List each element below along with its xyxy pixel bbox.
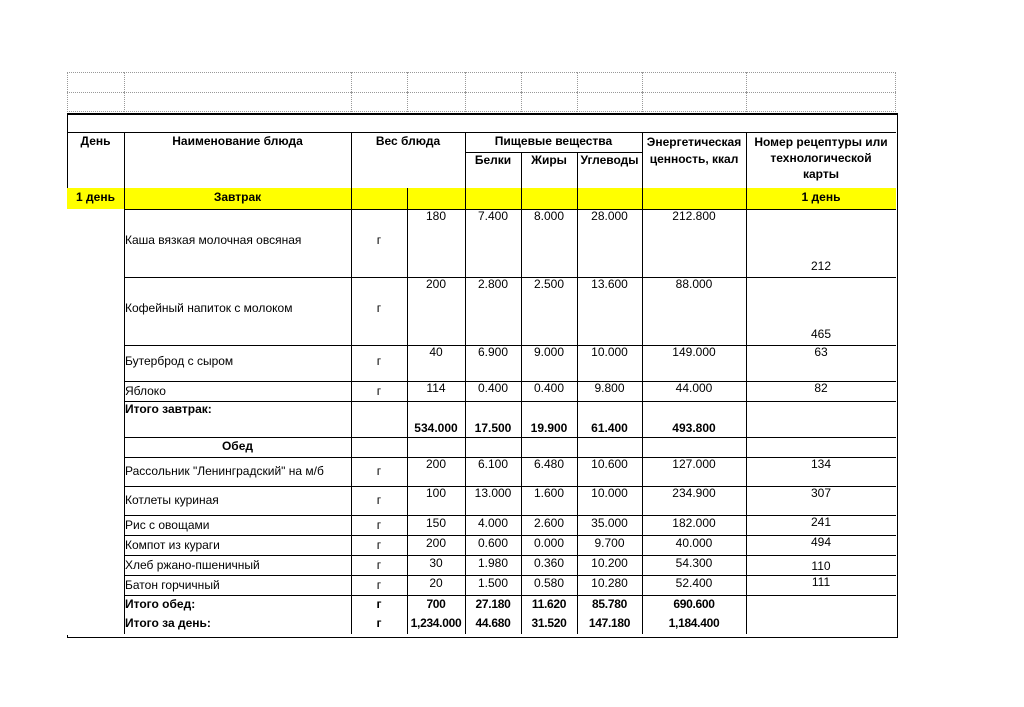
header-day: День (80, 134, 111, 148)
col-line (746, 595, 747, 615)
energy-total: 1,184.400 (668, 616, 720, 630)
weight-cell: 200 (425, 457, 447, 471)
fat-cell: 0.580 (533, 576, 565, 590)
carbs-total: 147.180 (588, 616, 631, 630)
unit-cell: г (376, 597, 382, 611)
table-row (67, 345, 896, 382)
energy-cell: 54.300 (675, 556, 713, 570)
dish-name: Рис с овощами (125, 518, 210, 532)
unit-cell: г (376, 538, 382, 552)
header-carbs: Углеводы (580, 153, 639, 167)
total-label: Итого завтрак: (125, 402, 212, 416)
recipe-cell: 63 (814, 345, 828, 359)
protein-cell: 13.000 (474, 486, 512, 500)
unit-cell: г (376, 616, 382, 630)
protein-cell: 1.980 (477, 556, 509, 570)
weight-cell: 180 (425, 209, 447, 223)
unit-cell: г (376, 518, 382, 532)
table-row (67, 381, 896, 402)
col-line (746, 437, 747, 458)
protein-cell: 6.100 (477, 457, 509, 471)
fat-cell: 8.000 (533, 209, 565, 223)
recipe-cell: 82 (814, 381, 828, 395)
fat-total: 11.620 (531, 597, 567, 611)
dish-name: Хлеб ржано-пшеничный (125, 558, 260, 572)
unit-cell: г (376, 233, 382, 247)
total-label: Итого обед: (125, 597, 196, 611)
dish-name: Кофейный напиток с молоком (125, 301, 293, 315)
carbs-cell: 35.000 (591, 516, 628, 530)
carbs-cell: 10.200 (591, 556, 628, 570)
header-nutrients: Пищевые вещества (494, 134, 613, 148)
total-label: Итого за день: (125, 616, 211, 630)
protein-cell: 4.000 (477, 516, 509, 530)
fat-cell: 0.000 (533, 536, 565, 550)
header-protein: Белки (474, 153, 512, 167)
carbs-cell: 9.800 (594, 381, 625, 395)
weight-cell: 150 (425, 516, 447, 530)
dish-name: Компот из кураги (125, 538, 220, 552)
weight-cell: 20 (429, 576, 443, 590)
col-line (465, 437, 466, 458)
header-row (67, 133, 896, 190)
col-line (642, 437, 643, 458)
header-dish-name: Наименование блюда (172, 134, 303, 148)
col-line (746, 614, 747, 634)
fat-total: 31.520 (531, 616, 567, 630)
carbs-cell: 10.000 (591, 486, 628, 500)
energy-cell: 44.000 (675, 381, 713, 395)
col-line (642, 188, 643, 209)
carbs-cell: 10.600 (591, 457, 628, 471)
recipe-cell: 110 (811, 559, 831, 573)
recipe-cell: 494 (810, 535, 832, 549)
protein-cell: 7.400 (477, 209, 509, 223)
unit-cell: г (376, 558, 382, 572)
col-line (577, 188, 578, 209)
energy-cell: 234.900 (672, 486, 716, 500)
protein-total: 27.180 (475, 597, 511, 611)
day-row (67, 188, 896, 210)
table-body (67, 209, 896, 635)
total-row (67, 401, 896, 438)
table-row (67, 575, 896, 596)
weight-cell: 200 (425, 536, 447, 550)
energy-cell: 52.400 (675, 576, 713, 590)
table-row (67, 209, 896, 278)
dish-name: Рассольник "Ленинградский" на м/б (125, 464, 324, 478)
fat-cell: 0.400 (533, 381, 565, 395)
dish-name: Батон горчичный (125, 578, 220, 592)
col-line (465, 188, 466, 209)
header-recipe-line2: технологической (770, 151, 872, 165)
protein-total: 44.680 (475, 616, 511, 630)
carbs-cell: 10.280 (591, 576, 628, 590)
col-line (351, 188, 352, 209)
recipe-cell: 134 (810, 457, 832, 471)
header-energy-line2: ценность, ккал (649, 152, 739, 166)
energy-total: 493.800 (672, 421, 716, 435)
col-line (407, 188, 408, 209)
carbs-total: 85.780 (592, 597, 627, 611)
header-recipe-line3: карты (803, 167, 839, 181)
col-line (351, 401, 352, 438)
carbs-cell: 28.000 (591, 209, 628, 223)
empty-grid-rows (67, 72, 896, 112)
total-row (67, 614, 896, 633)
weight-cell: 100 (425, 486, 447, 500)
fat-cell: 2.600 (533, 516, 565, 530)
energy-cell: 212.800 (672, 209, 716, 223)
menu-table (67, 113, 896, 635)
carbs-cell: 13.600 (591, 277, 628, 291)
header-recipe-line1: Номер рецептуры или (754, 135, 888, 149)
protein-cell: 6.900 (477, 345, 509, 359)
fat-cell: 6.480 (533, 457, 565, 471)
recipe-cell: 307 (810, 486, 832, 500)
recipe-cell: 241 (810, 515, 832, 529)
dish-name: Бутерброд с сыром (125, 354, 234, 368)
total-row (67, 595, 896, 614)
col-line (577, 437, 578, 458)
energy-cell: 149.000 (672, 345, 716, 359)
energy-cell: 88.000 (675, 277, 713, 291)
carbs-cell: 9.700 (594, 536, 625, 550)
unit-cell: г (376, 464, 382, 478)
weight-total: 700 (426, 597, 446, 611)
energy-total: 690.600 (673, 597, 715, 611)
energy-cell: 127.000 (672, 457, 716, 471)
table-row (67, 555, 896, 576)
protein-cell: 2.800 (477, 277, 509, 291)
weight-cell: 200 (425, 277, 447, 291)
recipe-cell: 465 (810, 327, 832, 341)
meal-label-lunch: Обед (221, 439, 254, 453)
recipe-cell: 212 (810, 259, 832, 273)
protein-total: 17.500 (474, 421, 512, 435)
recipe-cell: 111 (811, 575, 831, 589)
header-energy-line1: Энергетическая (646, 135, 742, 149)
unit-cell: г (376, 384, 382, 398)
dish-name: Яблоко (125, 384, 166, 398)
col-line (521, 437, 522, 458)
fat-cell: 1.600 (533, 486, 565, 500)
merged-day-cell (67, 209, 124, 635)
meal-label-breakfast: Завтрак (213, 190, 262, 204)
table-row (67, 457, 896, 487)
header-fat: Жиры (531, 153, 567, 167)
col-line (351, 437, 352, 458)
fat-cell: 9.000 (533, 345, 565, 359)
day-label: 1 день (76, 190, 115, 204)
unit-cell: г (376, 493, 382, 507)
col-line (521, 188, 522, 209)
table-row (67, 535, 896, 556)
header-energy (642, 133, 746, 168)
col-line (746, 401, 747, 438)
energy-cell: 40.000 (675, 536, 713, 550)
weight-cell: 30 (429, 556, 443, 570)
unit-cell: г (376, 578, 382, 592)
protein-cell: 0.600 (477, 536, 509, 550)
energy-cell: 182.000 (672, 516, 716, 530)
weight-cell: 40 (429, 345, 443, 359)
unit-cell: г (376, 301, 382, 315)
weight-total: 1,234.000 (410, 616, 462, 630)
carbs-total: 61.400 (591, 421, 628, 435)
meal-label-row (67, 437, 896, 458)
dish-name: Каша вязкая молочная овсяная (125, 233, 302, 247)
protein-cell: 0.400 (477, 381, 509, 395)
header-recipe (746, 133, 896, 182)
recipe-day-label: 1 день (801, 190, 841, 204)
unit-cell: г (376, 354, 382, 368)
header-weight: Вес блюда (375, 134, 441, 148)
col-line (407, 437, 408, 458)
table-row (67, 486, 896, 516)
fat-cell: 0.360 (533, 556, 565, 570)
weight-total: 534.000 (414, 421, 458, 435)
fat-cell: 2.500 (533, 277, 565, 291)
table-row (67, 515, 896, 536)
dish-name: Котлеты куриная (125, 493, 219, 507)
protein-cell: 1.500 (477, 576, 509, 590)
table-row (67, 277, 896, 346)
carbs-cell: 10.000 (591, 345, 628, 359)
weight-cell: 114 (426, 381, 446, 395)
fat-total: 19.900 (530, 421, 568, 435)
